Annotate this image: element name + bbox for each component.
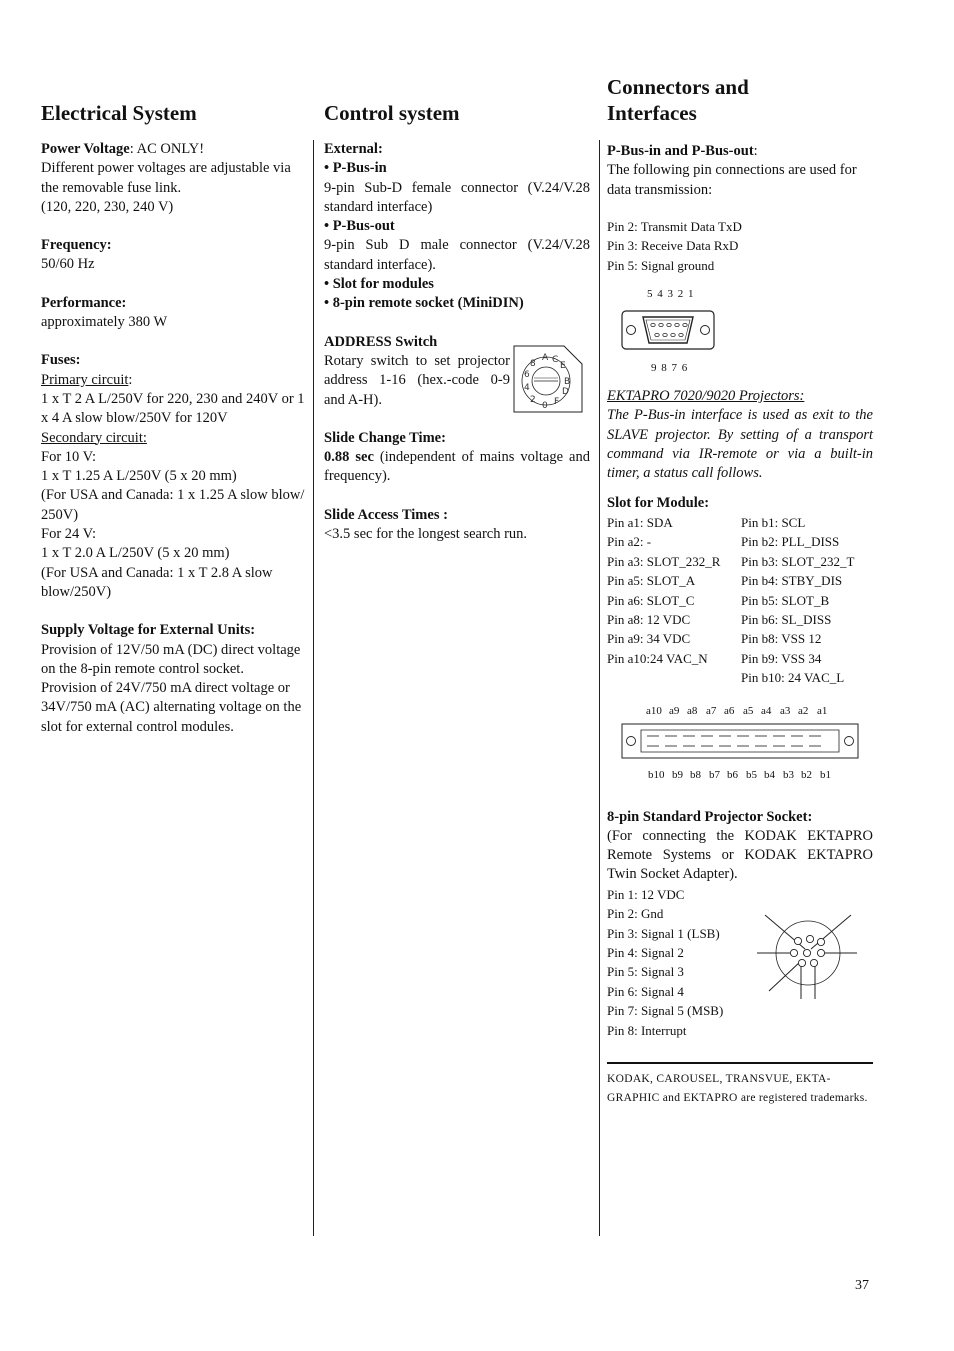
primary-colon: :: [128, 371, 133, 388]
svg-text:6: 6: [524, 369, 530, 380]
slot-pin-row: [607, 668, 873, 687]
connectors-title-line1: Connectors and: [607, 75, 749, 99]
slot-bottom-label: b1: [820, 768, 831, 781]
slot-pin-row: [607, 591, 873, 610]
pbus-pin: Pin 5: Signal ground: [607, 257, 715, 273]
minidin-8pin-icon: [757, 911, 857, 1001]
for-10v-label: For 10 V:: [41, 448, 97, 465]
slot-pin-row: [607, 610, 873, 629]
for-10v-usa: (For USA and Canada: 1 x 1.25 A slow blow/ 250V): [41, 487, 305, 523]
electrical-system-column: [41, 100, 307, 737]
slot-module-label: Slot for Module:: [607, 494, 710, 511]
slot-pin-a: Pin a2: -: [607, 534, 652, 550]
svg-text:B: B: [564, 376, 571, 387]
slot-pin-row: [607, 629, 873, 648]
slot-bottom-label: b5: [746, 768, 757, 781]
edge-connector-diagram: [607, 688, 873, 796]
frequency-label: Frequency:: [41, 237, 112, 254]
pbus-colon: :: [753, 143, 758, 159]
supply-voltage-label: Supply Voltage for External Units:: [41, 622, 256, 639]
connectors-title-line2: Interfaces: [607, 101, 697, 125]
slot-pin-a: Pin a3: SLOT_232_R: [607, 553, 721, 569]
slide-change-value: 0.88 sec: [324, 449, 374, 466]
socket-pin: Pin 1: 12 VDC: [607, 886, 685, 902]
slot-bottom-label: b7: [709, 768, 720, 781]
slot-top-labels: [646, 704, 835, 718]
socket-pin: Pin 8: Interrupt: [607, 1022, 687, 1038]
slot-pin-b: Pin b5: SLOT_B: [741, 592, 830, 608]
svg-text:0: 0: [542, 400, 548, 411]
trademark-note: KODAK, CAROUSEL, TRANSVUE, EKTA-GRAPHIC and EKTAPRO are registered trademarks.: [607, 1072, 868, 1104]
slot-bottom-label: b9: [672, 768, 683, 781]
control-title: Control system: [324, 101, 460, 125]
slot-pin-row: [607, 513, 873, 532]
column-divider-2: [599, 140, 600, 1236]
pbus-in-desc: 9-pin Sub-D female connector (V.24/V.28 standard interface): [324, 179, 590, 215]
svg-text:A: A: [542, 352, 549, 363]
slot-bottom-label: b3: [783, 768, 794, 781]
external-label: External:: [324, 141, 383, 157]
slot-pin-a: Pin a6: SLOT_C: [607, 592, 695, 608]
svg-text:D: D: [562, 386, 569, 397]
slot-pin-row: [607, 532, 873, 551]
slot-top-label: a8: [687, 704, 698, 717]
for-24v-label: For 24 V:: [41, 526, 97, 543]
socket-pin: Pin 3: Signal 1 (LSB): [607, 925, 720, 941]
slot-bottom-label: b8: [690, 768, 701, 781]
slot-top-label: a4: [761, 704, 772, 717]
slot-top-label: a2: [798, 704, 809, 717]
slot-top-label: a3: [780, 704, 791, 717]
slot-top-label: a10: [646, 704, 662, 717]
rotary-switch-icon: [512, 344, 584, 414]
remote-socket-item: • 8-pin remote socket (MiniDIN): [324, 295, 524, 312]
pbus-pin: Pin 2: Transmit Data TxD: [607, 218, 742, 234]
pbus-desc: The following pin connections are used for data transmission:: [607, 162, 857, 198]
secondary-circuit-label: Secondary circuit:: [41, 429, 147, 446]
socket-pin: Pin 4: Signal 2: [607, 944, 684, 960]
for-10v-value: 1 x T 1.25 A L/250V (5 x 20 mm): [41, 468, 237, 485]
primary-circuit-label: Primary circuit: [41, 371, 129, 388]
slot-bottom-label: b2: [801, 768, 812, 781]
slot-pin-a: Pin a1: SDA: [607, 514, 673, 530]
slide-access-value: <3.5 sec for the longest search run.: [324, 526, 528, 543]
slot-pin-row: [607, 571, 873, 590]
socket-pin: Pin 5: Signal 3: [607, 964, 684, 980]
slot-pin-a: [607, 668, 741, 687]
socket-label: 8-pin Standard Projector Socket:: [607, 808, 813, 825]
socket-pin: Pin 7: Signal 5 (MSB): [607, 1003, 724, 1019]
power-voltage-values: (120, 220, 230, 240 V): [41, 198, 174, 215]
slot-top-label: a5: [743, 704, 754, 717]
socket-pin: Pin 6: Signal 4: [607, 983, 684, 999]
column-divider-1: [313, 140, 314, 1236]
ektapro-heading: EKTAPRO 7020/9020 Projectors:: [607, 388, 805, 405]
performance-value: approximately 380 W: [41, 314, 168, 331]
power-voltage-desc: Different power voltages are adjustable via the removable fuse link.: [41, 160, 291, 196]
socket-desc: (For connecting the KODAK EKTAPRO Remote Systems or KODAK EKTAPRO Twin Socket Adapter).: [607, 827, 873, 883]
pbus-pin-list: [607, 217, 873, 275]
slide-change-desc: (independent of mains voltage and frequency).: [324, 449, 590, 485]
slot-pin-b: Pin b10: 24 VAC_L: [741, 670, 845, 686]
address-switch-block: [324, 352, 590, 410]
pbus-label: P-Bus-in and P-Bus-out: [607, 143, 754, 159]
electrical-title: Electrical System: [41, 101, 197, 125]
pbus-pin: Pin 3: Receive Data RxD: [607, 238, 739, 254]
pbus-out-item: • P-Bus-out: [324, 218, 395, 235]
pbus-in-item: • P-Bus-in: [324, 160, 387, 177]
svg-text:E: E: [560, 360, 566, 371]
supply-voltage-text-2: Provision of 24V/750 mA direct voltage or 34V/750 mA (AC) alternating voltage on the slot for external control modules.: [41, 680, 302, 735]
ektapro-text: The P-Bus-in interface is used as exit to the SLAVE projector. By setting of a transport command via IR-remote or via a built-in timer, a status call follows.: [607, 407, 873, 482]
slot-bottom-labels: [648, 768, 838, 782]
slot-pin-a: Pin a9: 34 VDC: [607, 631, 691, 647]
slot-bottom-label: b10: [648, 768, 665, 781]
slot-pin-b: Pin b1: SCL: [741, 514, 806, 530]
slot-pin-b: Pin b6: SL_DISS: [741, 611, 832, 627]
slot-pin-a: Pin a8: 12 VDC: [607, 611, 691, 627]
frequency-value: 50/60 Hz: [41, 256, 95, 273]
address-switch-label: ADDRESS Switch: [324, 333, 438, 350]
dsub9-connector-icon: [621, 303, 717, 357]
slot-modules-item: • Slot for modules: [324, 276, 434, 293]
slot-pin-a: Pin a5: SLOT_A: [607, 573, 696, 589]
socket-block: [607, 885, 873, 1040]
slot-pin-row: [607, 649, 873, 668]
slot-pin-b: Pin b3: SLOT_232_T: [741, 553, 855, 569]
connectors-column: [607, 74, 873, 1108]
svg-text:4: 4: [524, 382, 530, 393]
slot-bottom-label: b6: [727, 768, 738, 781]
slot-bottom-label: b4: [764, 768, 775, 781]
slot-top-label: a6: [724, 704, 735, 717]
power-voltage-label: Power Voltage: [41, 141, 130, 157]
slide-change-label: Slide Change Time:: [324, 429, 446, 446]
svg-text:C: C: [552, 354, 559, 365]
slot-pin-b: Pin b4: STBY_DIS: [741, 573, 843, 589]
svg-text:2: 2: [530, 394, 536, 405]
performance-label: Performance:: [41, 294, 127, 311]
connectors-title: [607, 74, 873, 126]
dsub-diagram: [607, 275, 873, 379]
slot-top-label: a9: [669, 704, 680, 717]
svg-text:8: 8: [530, 358, 536, 369]
page-number: 37: [855, 1278, 869, 1293]
socket-pin: Pin 2: Gnd: [607, 906, 664, 922]
edge-connector-icon: [621, 722, 859, 760]
slot-pin-b: Pin b2: PLL_DISS: [741, 534, 840, 550]
for-24v-value: 1 x T 2.0 A L/250V (5 x 20 mm): [41, 545, 230, 562]
slot-top-label: a7: [706, 704, 717, 717]
slot-pin-b: Pin b8: VSS 12: [741, 631, 822, 647]
slide-access-label: Slide Access Times :: [324, 506, 448, 523]
control-system-column: [324, 100, 590, 544]
dsub-bottom-labels: 9 8 7 6: [651, 362, 689, 375]
power-voltage-value: : AC ONLY!: [129, 141, 205, 157]
dsub-top-labels: 5 4 3 2 1: [647, 288, 695, 301]
supply-voltage-text-1: Provision of 12V/50 mA (DC) direct voltage on the 8-pin remote control socket.: [41, 641, 301, 677]
pbus-out-desc: 9-pin Sub D male connector (V.24/V.28 standard interface).: [324, 237, 590, 273]
fuses-label: Fuses:: [41, 352, 81, 369]
svg-text:F: F: [554, 396, 560, 407]
slot-top-label: a1: [817, 704, 828, 717]
for-24v-usa: (For USA and Canada: 1 x T 2.8 A slow blow/250V): [41, 564, 273, 600]
slot-pin-row: [607, 552, 873, 571]
slot-pin-b: Pin b9: VSS 34: [741, 650, 822, 666]
address-switch-desc: Rotary switch to set projector address 1-16 (hex.-code 0-9 and A-H).: [324, 352, 510, 408]
slot-pin-table: [607, 513, 873, 688]
slot-pin-a: Pin a10:24 VAC_N: [607, 650, 708, 666]
primary-circuit-value: 1 x T 2 A L/250V for 220, 230 and 240V or 1 x 4 A slow blow/250V for 120V: [41, 390, 305, 427]
